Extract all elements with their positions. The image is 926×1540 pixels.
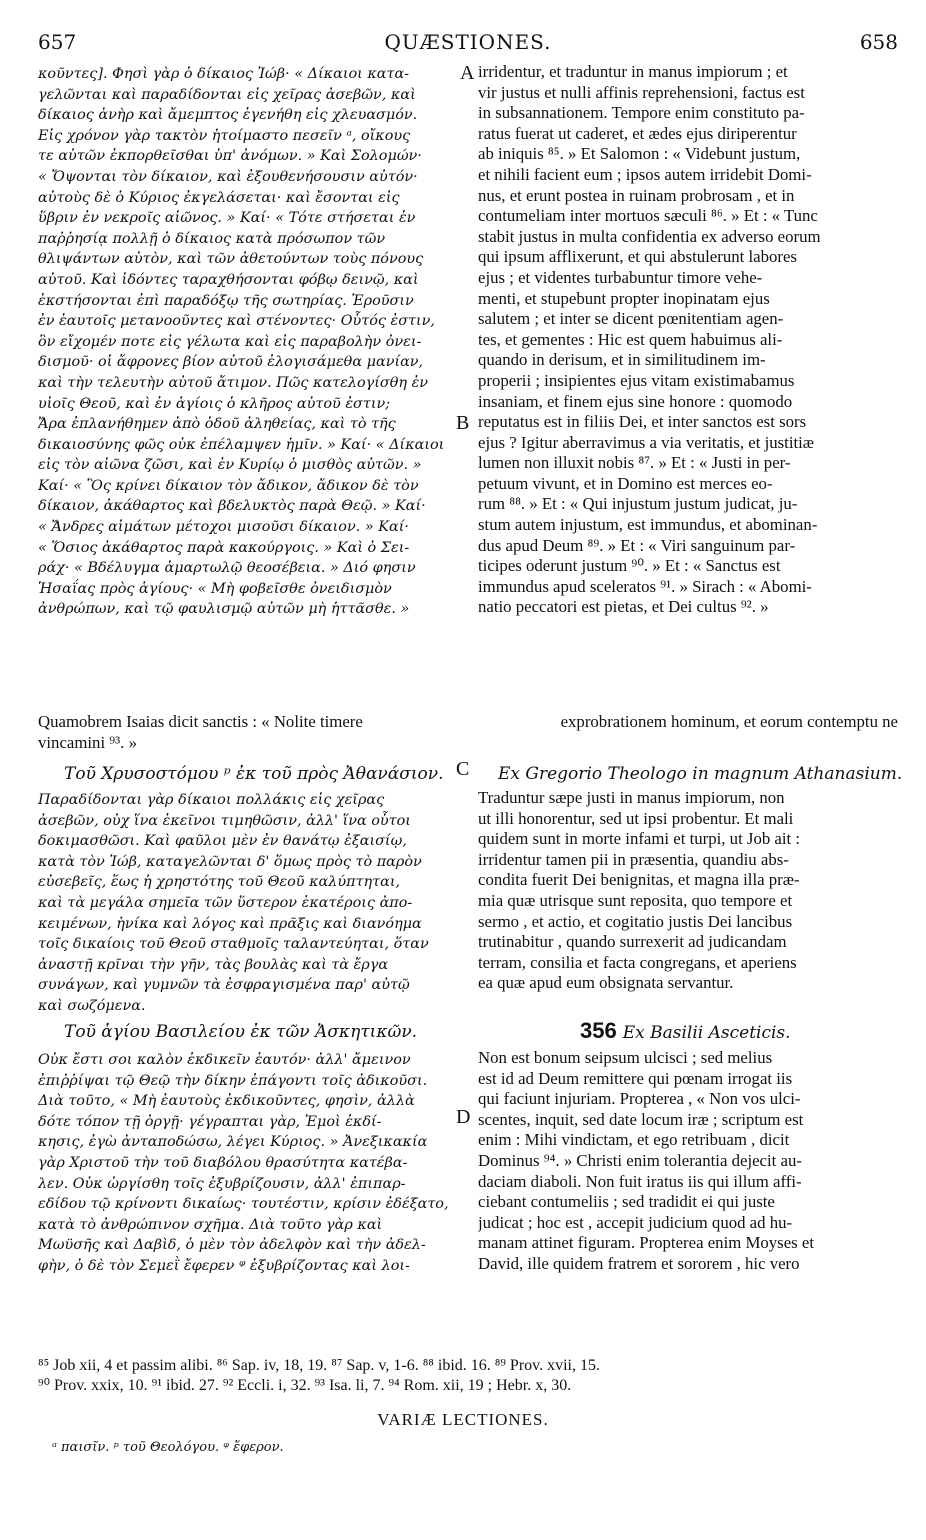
footnote-line-1: ⁸⁵ Job xii, 4 et passim alibi. ⁸⁶ Sap. iv, 18, 19. ⁸⁷ Sap. v, 1-6. ⁸⁸ ibid. 16. ⁸⁹ Prov. xvii, 15. [38, 1357, 600, 1374]
right-page-number: 658 [859, 30, 898, 54]
latin-text-line: David, ille quidem fratrem et sororem , hic vero [478, 1253, 800, 1273]
latin-text-line: enim : Mihi vindictam, et ego retribuam , dicit [478, 1130, 790, 1150]
greek-text-line: παῤῥησίᾳ πολλῇ ὁ δίκαιος κατὰ πρόσωπον τῶν [38, 230, 386, 247]
latin-text-line: in subsannationem. Tempore enim constituto pa- [478, 103, 805, 123]
greek-text-line: Εἰς χρόνον γὰρ τακτὸν ἡτοίμαστο πεσεῖν ᵃ, οἴκους [38, 127, 411, 144]
latin-text-line: quidem sunt in morte infami et turpi, ut Job ait : [478, 829, 801, 849]
latin-text-line: menti, et stupebunt propter inopinatam ejus [478, 288, 770, 308]
latin-text-line: vir justus et nulli affinis reprehensioni, factus est [478, 82, 805, 102]
latin-text-line: ut illi honorentur, sed ut ipsi probentur. Et mali [478, 808, 794, 828]
variae-lectiones-line: ᵃ παισῖν. ᵖ τοῦ Θεολόγου. ᵠ ἔφερον. [52, 1440, 284, 1455]
latin-section-title-gregory: Ex Gregorio Theologo in magnum Athanasium. [498, 764, 903, 784]
latin-text-line: qui faciunt injuriam. Propterea , « Non vos ulci- [478, 1089, 801, 1109]
greek-text-line: ἐν ἑαυτοῖς μετανοοῦντες καὶ στένοντες· Οὗτός ἐστιν, [38, 313, 435, 330]
latin-text-line: mia quæ utrisque sunt reposita, quo tempore et [478, 890, 793, 910]
margin-marker-a: A [460, 62, 475, 84]
full-width-line [38, 712, 898, 753]
latin-text-line: Non est bonum seipsum ulcisci ; sed melius [478, 1048, 773, 1067]
greek-text-line: κησις, ἐγὼ ἀνταποδώσω, λέγει Κύριος. » Ἀνεξικακία [38, 1134, 428, 1151]
greek-text-line: τε αὐτῶν ἐκπορθεῖσθαι ὑπ' ἀνόμων. » Καὶ Σολομών· [38, 148, 422, 165]
greek-text-line: Μωϋσῆς καὶ Δαβὶδ, ὁ μὲν τὸν ἀδελφὸν καὶ τὴν ἀδελ- [38, 1237, 426, 1254]
latin-text-line: ticipes oderunt justum ⁹⁰. » Et : « Sanctus est [478, 556, 781, 576]
greek-text-line: κατὰ τὸν Ἰώβ, καταγελῶνται δ' ὅμως πρὸς τὸ παρὸν [38, 853, 422, 870]
latin-text-line: natio peccatori est pietas, et Dei cultus ⁹². » [478, 597, 769, 617]
greek-text-line: υἱοῖς Θεοῦ, καὶ ἐν ἁγίοις ὁ κλῆρος αὐτοῦ ἐστιν; [38, 395, 391, 412]
greek-text-line: ὕβριν ἐν νεκροῖς αἰῶνος. » Καί· « Τότε στήσεται ἐν [38, 210, 416, 227]
greek-text-line: Παραδίδονται γὰρ δίκαιοι πολλάκις εἰς χεῖρας [38, 792, 385, 808]
greek-section-title-basil: Τοῦ ἁγίου Βασιλείου ἐκ τῶν Ἀσκητικῶν. [64, 1022, 418, 1042]
greek-text-line: γελῶνται καὶ παραδίδονται εἰς χεῖρας ἀσεβῶν, καὶ [38, 86, 416, 103]
latin-text-line: est id ad Deum remittere qui pœnam irrogat iis [478, 1068, 793, 1088]
greek-text-line: κοῦντες]. Φησὶ γὰρ ὁ δίκαιος Ἰώβ· « Δίκαιοι κατα- [38, 66, 410, 82]
greek-text-line: αὐτοὺς δὲ ὁ Κύριος ἐκγελάσεται· καὶ ἔσονται εἰς [38, 189, 400, 206]
greek-text-line: καὶ τὰ μεγάλα σημεῖα τῶν ὕστερον ἑκατέροις ἀπο- [38, 894, 413, 911]
left-page-number: 657 [38, 30, 77, 54]
latin-text-line: irridentur, et traduntur in manus impiorum ; et [478, 62, 788, 81]
greek-section-title-chrysostom: Τοῦ Χρυσοστόμου ᵖ ἐκ τοῦ πρὸς Ἀθανάσιον. [64, 764, 444, 784]
greek-text-line: αὐτοῦ. Καὶ ἰδόντες ταραχθήσονται φόβῳ δεινῷ, καὶ [38, 271, 419, 288]
greek-text-line: Ἄρα ἐπλανήθημεν ἀπὸ ὁδοῦ ἀληθείας, καὶ τὸ τῆς [38, 416, 396, 433]
greek-column-block2 [38, 790, 453, 1017]
latin-text-line: immundus apud sceleratos ⁹¹. » Sirach : « Abomi- [478, 576, 812, 596]
greek-text-line: Ἡσαΐας πρὸς ἁγίους· « Μὴ φοβεῖσθε ὀνειδισμὸν [38, 580, 392, 597]
greek-text-line: ἐπιῤῥίψαι τῷ Θεῷ τὴν δίκην ἐπάγοντι τοῖς ἀδικοῦσι. [38, 1072, 428, 1089]
greek-text-line: δότε τόπον τῇ ὀργῇ· γέγραπται γὰρ, Ἐμοὶ ἐκδί- [38, 1113, 382, 1130]
latin-section-title-text: Ex Basilii Asceticis. [622, 1023, 791, 1043]
latin-text-line: tes, et gementes : Hic est quem habuimus ali- [478, 329, 783, 349]
latin-text-line: properii ; insipientes ejus vitam existimabamus [478, 370, 795, 390]
latin-text-line: stum autem injustum, est immundus, et abominan- [478, 515, 818, 535]
latin-text-line: trutinabitur , quando surrexerit ad judicandam [478, 932, 787, 952]
latin-text-line: Traduntur sæpe justi in manus impiorum, non [478, 788, 785, 807]
greek-text-line: ἀσεβῶν, οὐχ ἵνα ἐκεῖνοι τιμηθῶσιν, ἀλλ' ἵνα οὗτοι [38, 812, 411, 829]
page-header [38, 30, 898, 56]
greek-text-line: λεν. Οὐκ ὠργίσθη τοῖς ἐξυβρίζουσιν, ἀλλ' ἐπιπαρ- [38, 1175, 406, 1192]
full-line-end: vincamini ⁹³. » [38, 732, 137, 752]
latin-text-line: ratus fuerat ut caderet, et ædes ejus diriperentur [478, 123, 797, 143]
latin-text-line: salutem ; et inter se dicent pœnitentiam agen- [478, 309, 784, 329]
latin-text-line: qui ipsum afflixerunt, et qui abstulerunt labores [478, 247, 797, 267]
greek-text-line: γὰρ Χριστοῦ τὴν τοῦ διαβόλου θρασύτητα κατέβα- [38, 1154, 408, 1171]
latin-column-block1 [478, 62, 898, 618]
latin-text-line: sermo , et actio, et cogitatio justis Dei lancibus [478, 911, 793, 931]
greek-text-line: φὴν, ὁ δὲ τὸν Σεμεῒ ἔφερεν ᵠ ἐξυβρίζοντας καὶ λοι- [38, 1257, 410, 1274]
greek-text-line: ἀναστῇ κρῖναι τὴν γῆν, τὰς βουλὰς καὶ τὰ ἔργα [38, 956, 389, 973]
latin-text-line: daciam diaboli. Non fuit iratus iis qui illum affi- [478, 1171, 802, 1191]
greek-text-line: εἰς τὸν αἰῶνα ζῶσι, καὶ ἐν Κυρίῳ ὁ μισθὸς αὐτῶν. » [38, 457, 422, 474]
greek-text-line: « Ἄνδρες αἱμάτων μέτοχοι μισοῦσι δίκαιον. » Καί· [38, 519, 409, 536]
latin-text-line: condita fuerit Dei benignitas, et magna illa præ- [478, 870, 800, 890]
latin-text-line: nus, et erunt postea in ruinam probrosam , et in [478, 185, 795, 205]
greek-text-line: « Ὄψονται τὸν δίκαιον, καὶ ἐξουθενήσουσιν αὐτόν· [38, 168, 418, 185]
greek-text-line: κειμένων, ἡνίκα καὶ λόγος καὶ πρᾶξις καὶ διανόημα [38, 915, 422, 932]
latin-text-line: dus apud Deum ⁸⁹. » Et : « Viri sanguinum par- [478, 535, 796, 555]
latin-text-line: scentes, inquit, sed date locum iræ ; scriptum est [478, 1109, 804, 1129]
greek-text-line: δίκαιος ἀνὴρ καὶ ἄμεμπτος ἐγενήθη εἰς χλευασμόν. [38, 107, 418, 124]
greek-text-line: « Ὅσιος ἀκάθαρτος παρὰ κακούργοις. » Καὶ ὁ Σει- [38, 539, 410, 556]
variae-lectiones-title: VARIÆ LECTIONES. [377, 1410, 549, 1429]
running-title: QUÆSTIONES. [384, 30, 552, 54]
margin-marker-c: C [456, 758, 470, 780]
greek-text-line: καὶ τὴν τελευτὴν αὐτοῦ ἄτιμον. Πῶς κατελογίσθη ἐν [38, 374, 429, 391]
latin-text-line: ciebant contumeliis ; sed tradidit ei qui juste [478, 1192, 775, 1212]
greek-text-line: συνάγων, καὶ γυμνῶν τὰ ἐσφραγισμένα παρ' αὐτῷ [38, 977, 410, 994]
greek-column-block3 [38, 1050, 453, 1277]
greek-text-line: δισμοῦ· οἱ ἄφρονες βίον αὐτοῦ ἐλογισάμεθα μανίαν, [38, 354, 424, 371]
latin-column-block3 [478, 1048, 898, 1275]
latin-text-line: insaniam, et finem ejus sine honore : quomodo [478, 391, 793, 411]
latin-text-line: judicat ; hoc est , accepit judicium quod ad hu- [478, 1212, 793, 1232]
margin-marker-b: B [456, 412, 470, 434]
latin-text-line: terram, consilia et facta congregans, et aperiens [478, 952, 797, 972]
footnote-line-2: ⁹⁰ Prov. xxix, 10. ⁹¹ ibid. 27. ⁹² Eccli. i, 32. ⁹³ Isa. li, 7. ⁹⁴ Rom. xii, 19 ; Hebr. x, 30. [38, 1377, 572, 1394]
latin-text-line: Dominus ⁹⁴. » Christi enim tolerantia dejecit au- [478, 1150, 802, 1170]
greek-text-line: δοκιμασθῶσι. Καὶ φαῦλοι μὲν ἐν θανάτῳ ἐξαισίῳ, [38, 833, 407, 850]
greek-text-line: ἀνθρώπων, καὶ τῷ φαυλισμῷ αὐτῶν μὴ ἡττᾶσθε. » [38, 601, 410, 618]
latin-text-line: ejus ; et videntes turbabuntur timore vehe- [478, 267, 763, 287]
greek-text-line: Διὰ τοῦτο, « Μὴ ἑαυτοὺς ἐκδικοῦντες, φησὶν, ἀλλὰ [38, 1093, 415, 1110]
greek-text-line: ἐκστήσονται ἐπὶ παραδόξῳ τῆς σωτηρίας. Ἐροῦσιν [38, 292, 414, 309]
full-line-left: Quamobrem Isaias dicit sanctis : « Nolite timere [38, 712, 363, 731]
greek-text-line: δίκαιον, ἀκάθαρτος καὶ βδελυκτὸς παρὰ Θεῷ. » Καί· [38, 498, 426, 515]
greek-text-line: κατὰ τὸ ἀνθρώπινον σχῆμα. Διὰ τοῦτο γὰρ καὶ [38, 1216, 383, 1233]
greek-text-line: θλιψάντων αὐτὸν, καὶ τῶν ἀθετούντων τοὺς πόνους [38, 251, 424, 268]
latin-text-line: ab iniquis ⁸⁵. » Et Salomon : « Videbunt justum, [478, 144, 801, 164]
latin-text-line: rum ⁸⁸. » Et : « Qui injustum justum judicat, ju- [478, 494, 798, 514]
latin-text-line: ea quæ apud eum obsignata servantur. [478, 973, 734, 993]
greek-text-line: τοῖς δικαίοις τοῦ Θεοῦ σταθμοῖς ταλαντεύηται, ὅταν [38, 936, 429, 953]
latin-text-line: reputatus est in filiis Dei, et inter sanctos est sors [478, 412, 807, 432]
greek-column-block1 [38, 64, 453, 620]
greek-text-line: εδίδου τῷ κρίνοντι δικαίως· τουτέστιν, κρίσιν ἐδέξατο, [38, 1196, 449, 1213]
greek-text-line: καὶ σωζόμενα. [38, 997, 146, 1014]
greek-text-line: εὐσεβεῖς, ἕως ἡ χρηστότης τοῦ Θεοῦ καλύπτηται, [38, 874, 401, 891]
latin-column-block2 [478, 788, 898, 994]
margin-marker-d: D [456, 1106, 471, 1128]
chapter-number: 356 [580, 1018, 617, 1043]
full-line-right: exprobrationem hominum, et eorum contemptu ne [560, 712, 898, 731]
latin-text-line: stabit justus in multa confidentia ex adverso eorum [478, 226, 821, 246]
latin-text-line: et nihili facient eum ; ipsos autem irridebit Domi- [478, 164, 812, 184]
latin-text-line: irridentur tamen pii in præsentia, quandiu abs- [478, 849, 789, 869]
greek-text-line: ράχ· « Βδέλυγμα ἁμαρτωλῷ θεοσέβεια. » Διό φησιν [38, 560, 416, 577]
latin-section-title-basil [580, 1018, 791, 1044]
latin-text-line: ejus ? Igitur aberravimus a via veritatis, et justitiæ [478, 432, 815, 452]
latin-text-line: quando in derisum, et in similitudinem im- [478, 350, 766, 370]
greek-text-line: Οὐκ ἔστι σοι καλὸν ἐκδικεῖν ἑαυτόν· ἀλλ' ἄμεινον [38, 1052, 411, 1068]
latin-text-line: manam attinet figuram. Propterea enim Moyses et [478, 1233, 814, 1253]
latin-text-line: contumeliam inter mortuos sæculi ⁸⁶. » Et : « Tunc [478, 206, 818, 226]
latin-text-line: lumen non illuxit nobis ⁸⁷. » Et : « Justi in per- [478, 453, 791, 473]
greek-text-line: δικαιοσύνης φῶς οὐκ ἐπέλαμψεν ἡμῖν. » Καί· « Δίκαιοι [38, 436, 445, 453]
greek-text-line: ὃν εἴχομέν ποτε εἰς γέλωτα καὶ εἰς παραβολὴν ὀνει- [38, 333, 422, 350]
latin-text-line: petuum vivunt, et in Domino est merces eo- [478, 473, 773, 493]
greek-text-line: Καί· « Ὃς κρίνει δίκαιον τὸν ἄδικον, ἄδικον δὲ τὸν [38, 477, 419, 494]
